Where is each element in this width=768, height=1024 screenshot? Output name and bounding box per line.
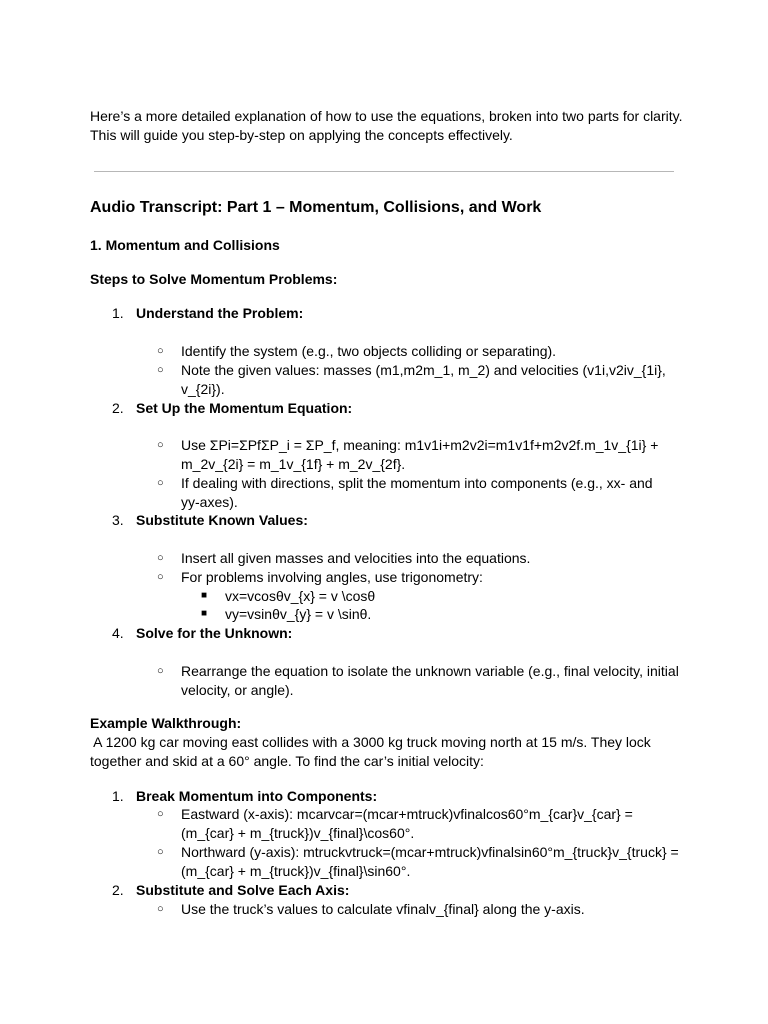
circle-bullet-icon: ○ [157,665,164,677]
square-bullet-icon: ■ [201,608,208,619]
circle-bullet-icon: ○ [157,571,164,583]
step-2 [112,399,352,418]
intro-line-2: This will guide you step-by-step on applying the concepts effectively. [90,127,513,143]
example-line-2: together and skid at a 60° angle. To find the car’s initial velocity: [90,753,484,769]
steps-title: Steps to Solve Momentum Problems: [90,271,338,287]
intro-line-1: Here’s a more detailed explanation of how to use the equations, broken into two parts for clarity. [90,108,683,124]
step-3 [112,511,308,530]
intro-paragraph [90,107,690,145]
square-bullet-icon: ■ [201,590,208,601]
step-title: Break Momentum into Components: [136,788,378,804]
step-number: 1. [112,305,124,321]
circle-bullet-icon: ○ [157,903,164,915]
circle-bullet-icon: ○ [157,345,164,357]
step-4 [112,624,292,643]
step-1 [112,304,303,323]
document-page: Here’s a more detailed explanation of how to use the equations, broken into two parts for clarity. This will guide you step-by-step on applying the concepts effectively. Audio Transcript: Part 1 – Momentum, Collisions, and Work 1. Momentum and Collisions Steps to Solve Momentum Problems: 1. Understand the Problem: ○ Identify the system (e.g., two objects colliding or separating). ○ Note the given values: masses (m1,m2m_1, m_2) and velocities (v1i,v2iv_{1i}, v_{2i}). 2. Set Up the Momentum Equation: ○ Use ΣPi=ΣPfΣP_i = ΣP_f, meaning: m1v1i+m2v2i=m1v1f+m2v2f.m_1v_{1i} + m_2v_{2i} = m_1v_{1f} + m_2v_{2f}. ○ If dealing with directions, split the momentum into components (e.g., xx- and yy-axes). 3. Substitute Known Values: ○ Insert all given masses and velocities into the equations. ○ For problems involving angles, use trigonometry: ■ vx=vcosθv_{x} = v \cosθ ■ vy=vsinθv_{y} = v \sinθ. 4. Solve for the Unknown: ○ Rearrange the equation to isolate the unknown variable (e.g., final velocity, initial velocity, or angle). Example Walkthrough: A 1200 kg car moving east collides with a 3000 kg truck moving north at 15 m/s. They lock together and skid at a 60° angle. To find the car’s initial velocity: 1. Break Momentum into Components: ○ Eastward (x-axis): mcarvcar=(mcar+mtruck)vfinalcos60°m_{car}v_{car} = (m_{car} + m_{truck})v_{final}\cos60°. ○ Northward (y-axis): mtruckvtruck=(mcar+mtruck)vfinalsin60°m_{truck}v_{truck} = (m_{car} + m_{truck})v_{final}\sin60°. 2. Substitute and Solve Each Axis: ○ Use the truck’s values to calculate vfinalv_{final} along the y-axis. [0,0,768,1024]
circle-bullet-icon: ○ [157,477,164,489]
circle-bullet-icon: ○ [157,846,164,858]
step-number: 2. [112,882,124,898]
step-title: Understand the Problem: [136,305,304,321]
step-number: 2. [112,400,124,416]
section-title: 1. Momentum and Collisions [90,237,280,253]
step-number: 1. [112,788,124,804]
step-title: Set Up the Momentum Equation: [136,400,353,416]
example-paragraph [90,733,690,771]
step-title: Substitute Known Values: [136,512,308,528]
example-step-1 [112,787,377,806]
step-number: 4. [112,625,124,641]
circle-bullet-icon: ○ [157,552,164,564]
step-number: 3. [112,512,124,528]
example-line-1: A 1200 kg car moving east collides with a 3000 kg truck moving north at 15 m/s. They lock [90,734,651,750]
circle-bullet-icon: ○ [157,808,164,820]
circle-bullet-icon: ○ [157,364,164,376]
step-title: Substitute and Solve Each Axis: [136,882,350,898]
step-title: Solve for the Unknown: [136,625,293,641]
horizontal-divider [94,171,674,172]
example-step-2 [112,881,349,900]
example-title: Example Walkthrough: [90,715,242,731]
page-heading: Audio Transcript: Part 1 – Momentum, Collisions, and Work [90,199,542,216]
circle-bullet-icon: ○ [157,439,164,451]
